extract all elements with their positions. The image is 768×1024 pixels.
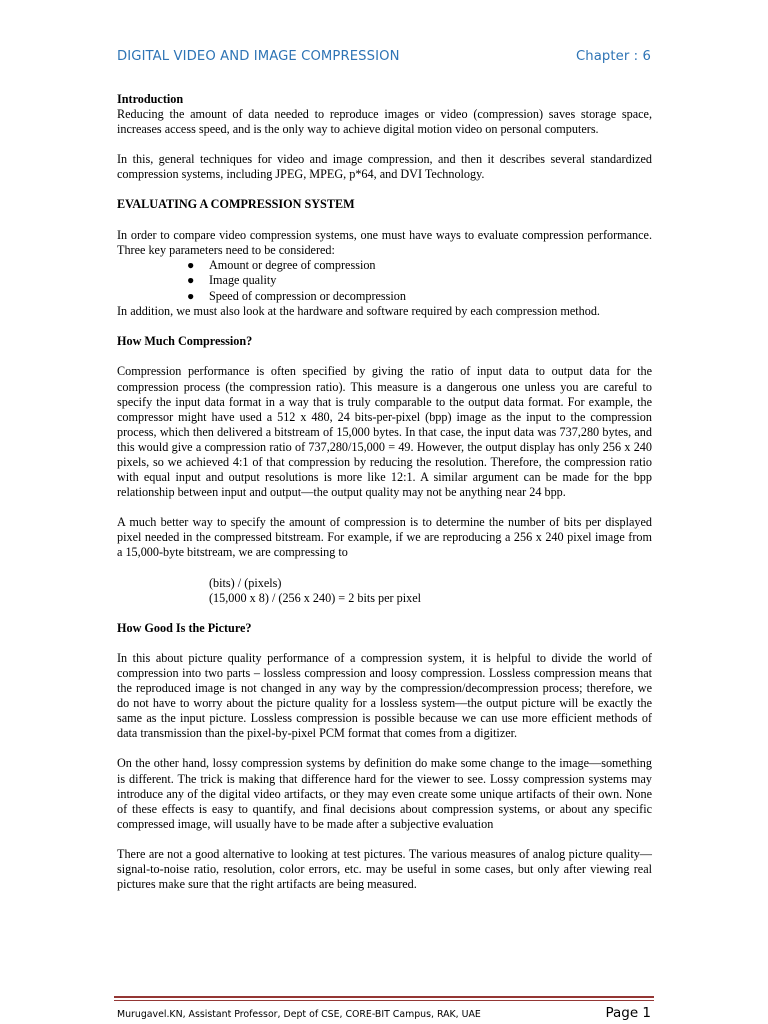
how-much-paragraph-1: Compression performance is often specified by giving the ratio of input data to output data for the compression process (the compression ratio). This measure is a dangerous one unless you are careful to specify the input data format in a way that is truly comparable to the output data format. For example, the compressor might have used a 512 x 480, 24 bits-per-pixel (bpp) image as the input to the compression process, which then delivered a bitstream of 15,000 bytes. In that case, the input data was 737,280 bytes, and this would give a compression ratio of 737,280/15,000 = 49. However, the output display has only 256 x 240 pixels, so we achieved 4:1 of that compression by reducing the resolution. Therefore, the compression ratio with equal input and output resolutions is more like 12:1. A similar argument can be made for the bpp relationship between input and output—the output quality may not be anything near 24 bpp. [117,364,652,500]
footer-author: Murugavel.KN, Assistant Professor, Dept of CSE, CORE-BIT Campus, RAK, UAE [117,1009,481,1020]
footer-divider [114,996,654,1001]
document-body [117,92,652,907]
parameters-list [117,258,652,305]
how-good-paragraph-1: In this about picture quality performance of a compression system, it is helpful to divide the world of compression into two parts – lossless compression and loosy compression. Lossless compression means that the reproduced image is not changed in any way by the compression/decompression process; therefore, we do not have to worry about the picture quality for a lossless system—the output picture will be exactly the same as the input picture. Lossless compression is possible because we can use more efficient methods of data transmission than the pixel-by-pixel PCM format that comes from a digitizer. [117,650,652,741]
formula-line-1: (bits) / (pixels) [209,575,282,590]
how-good-paragraph-3: There are not a good alternative to looking at test pictures. The various measures of analog picture quality—signal-to-noise ratio, resolution, color errors, etc. may be useful in some cases, but only after viewing real pictures make sure that the right artifacts are being measured. [117,846,652,892]
list-item: ● Image quality [187,273,277,288]
bullet-icon: ● [187,257,195,272]
evaluating-paragraph-1: In order to compare video compression systems, one must have ways to evaluate compression performance. Three key parameters need to be considered: [117,227,652,257]
intro-paragraph-2: In this, general techniques for video and image compression, and then it describes several standardized compression systems, including JPEG, MPEG, p*64, and DVI Technology. [117,152,652,182]
formula-line-2: (15,000 x 8) / (256 x 240) = 2 bits per pixel [209,590,422,605]
compression-formula [117,576,652,606]
bullet-icon: ● [187,288,195,303]
page-header [117,44,651,68]
how-good-paragraph-2: On the other hand, lossy compression systems by definition do make some change to the image—something is different. The trick is making that difference hard for the viewer to see. Lossy compression systems may introduce any of the digital video artifacts, or they may even create some unique artifacts of their own. None of these effects is easy to quantify, and final decisions about compression systems, or about any specific compressed image, will usually have to be made after a subjective evaluation [117,756,652,831]
chapter-label: Chapter : 6 [575,48,651,64]
how-much-heading: How Much Compression? [117,334,253,349]
bullet-icon: ● [187,273,195,288]
intro-paragraph-1: Reducing the amount of data needed to reproduce images or video (compression) saves storage space, increases access speed, and is the only way to achieve digital motion video on personal computers. [117,107,652,137]
evaluating-paragraph-2: In addition, we must also look at the hardware and software required by each compression method. [117,304,600,319]
page-footer [117,1005,651,1021]
how-much-paragraph-2: A much better way to specify the amount of compression is to determine the number of bits per displayed pixel needed in the compressed bitstream. For example, if we are reproducing a 256 x 240 pixel image from a 15,000-byte bitstream, we are compressing to [117,515,652,560]
how-good-heading: How Good Is the Picture? [117,620,252,635]
evaluating-heading: EVALUATING A COMPRESSION SYSTEM [117,197,355,212]
page-number: Page 1 [605,1005,651,1021]
list-item: ● Amount or degree of compression [187,257,376,272]
introduction-heading: Introduction [117,92,184,106]
document-title: DIGITAL VIDEO AND IMAGE COMPRESSION [117,48,400,64]
list-item: ● Speed of compression or decompression [187,288,406,303]
